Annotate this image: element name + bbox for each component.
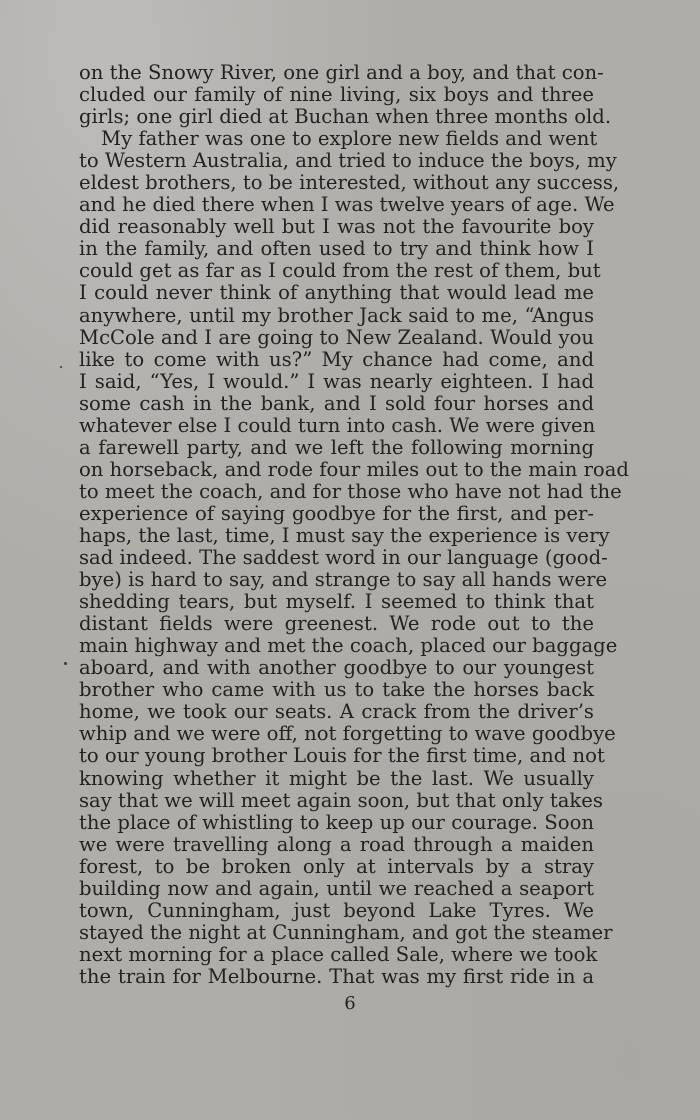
ink-speck [64, 662, 67, 665]
text-line: to our young brother Louis for the first time, and not [79, 744, 605, 768]
text-line: main highway and met the coach, placed our baggage [79, 634, 618, 658]
text-line: home, we took our seats. A crack from the driver’s [79, 700, 594, 724]
text-line: distant fields were greenest. We rode out to the [79, 612, 594, 636]
text-line: shedding tears, but myself. I seemed to think that [79, 590, 594, 614]
text-line: I could never think of anything that would lead me [79, 281, 594, 305]
text-line: bye) is hard to say, and strange to say all hands were [79, 568, 608, 592]
text-line: say that we will meet again soon, but that only takes [79, 788, 603, 812]
page-number: 6 [344, 993, 356, 1014]
text-line: knowing whether it might be the last. We usually [79, 766, 594, 790]
text-line: like to come with us?” My chance had come, and [79, 347, 594, 371]
text-line: the place of whistling to keep up our courage. Soon [79, 810, 594, 834]
text-line: the train for Melbourne. That was my first ride in a [79, 964, 594, 988]
text-line: brother who came with us to take the horses back [79, 678, 594, 702]
text-line: on horseback, and rode four miles out to the main road [79, 457, 629, 481]
text-line: forest, to be broken only at intervals by a stray [79, 854, 594, 878]
text-line: we were travelling along a road through a maiden [79, 832, 594, 856]
text-line: could get as far as I could from the rest of them, but [79, 259, 601, 283]
text-line: some cash in the bank, and I sold four horses and [79, 391, 594, 415]
text-line: aboard, and with another goodbye to our youngest [79, 656, 594, 680]
text-line: on the Snowy River, one girl and a boy, and that con- [79, 61, 604, 84]
text-line: whatever else I could turn into cash. We were given [79, 413, 596, 437]
body-text [79, 61, 629, 988]
text-line: town, Cunningham, just beyond Lake Tyres. We [79, 898, 594, 922]
text-line: My father was one to explore new fields and went [101, 127, 598, 151]
text-line: experience of saying goodbye for the first, and per- [79, 501, 594, 525]
text-line: McCole and I are going to New Zealand. Would you [79, 325, 594, 349]
text-line: eldest brothers, to be interested, without any success, [79, 171, 620, 195]
text-line: whip and we were off, not forgetting to wave goodbye [79, 722, 616, 746]
ink-speck [60, 366, 62, 368]
text-line: sad indeed. The saddest word in our language (good- [79, 546, 608, 570]
text-line: to meet the coach, and for those who have not had the [79, 479, 622, 503]
text-line: cluded our family of nine living, six boys and three [79, 83, 594, 107]
text-line: to Western Australia, and tried to induce the boys, my [79, 149, 617, 173]
text-line: in the family, and often used to try and think how I [79, 237, 594, 261]
text-line: next morning for a place called Sale, where we took [79, 942, 598, 966]
text-line: building now and again, until we reached a seaport [79, 876, 594, 900]
text-line: a farewell party, and we left the following morning [79, 435, 594, 459]
text-line: and he died there when I was twelve years of age. We [79, 193, 615, 217]
text-line: did reasonably well but I was not the favourite boy [79, 215, 594, 239]
text-line: girls; one girl died at Buchan when three months old. [79, 105, 612, 129]
text-line: anywhere, until my brother Jack said to me, “Angus [79, 303, 594, 327]
text-line: stayed the night at Cunningham, and got the steamer [79, 920, 613, 944]
text-line: haps, the last, time, I must say the experience is very [79, 523, 610, 547]
text-line: I said, “Yes, I would.” I was nearly eighteen. I had [79, 369, 594, 393]
